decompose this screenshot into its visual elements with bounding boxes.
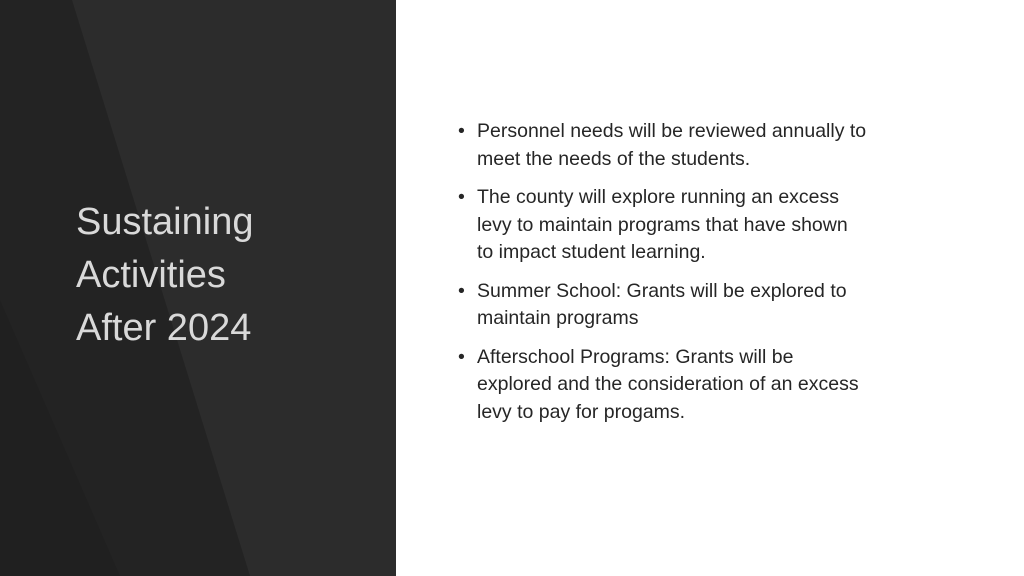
bullet-dot-icon: •	[458, 279, 465, 302]
bullet-dot-icon: •	[458, 345, 465, 368]
bullet-item-summer-school	[456, 278, 956, 333]
bullet-text-line: meet the needs of the students.	[477, 147, 751, 170]
slide-title	[76, 196, 376, 355]
bullet-text-line: Afterschool Programs: Grants will be	[477, 345, 794, 368]
bullet-item-afterschool	[456, 344, 956, 427]
bullet-text-line: to impact student learning.	[477, 241, 706, 263]
bullet-text-line: levy to pay for progams.	[477, 400, 686, 423]
bullet-dot-icon: •	[458, 186, 465, 208]
bullet-text-line: levy to maintain programs that have shown	[477, 213, 848, 236]
bullet-text-line: Personnel needs will be reviewed annually to	[477, 120, 867, 142]
title-panel	[0, 0, 396, 576]
bullet-text-line: The county will explore running an excess	[477, 186, 840, 208]
bullet-text-line: explored and the consideration of an excess	[477, 373, 859, 395]
slide-title-line-1: Sustaining	[76, 201, 254, 243]
bullet-list	[456, 118, 956, 437]
slide-title-line-3: After 2024	[76, 307, 252, 349]
bullet-item-personnel	[456, 118, 956, 173]
bullet-text-line: maintain programs	[477, 307, 639, 329]
bullet-dot-icon: •	[458, 120, 465, 142]
bullet-text-line: Summer School: Grants will be explored to	[477, 279, 847, 302]
bullet-item-excess-levy	[456, 184, 956, 267]
slide-title-line-2: Activities	[76, 254, 226, 296]
